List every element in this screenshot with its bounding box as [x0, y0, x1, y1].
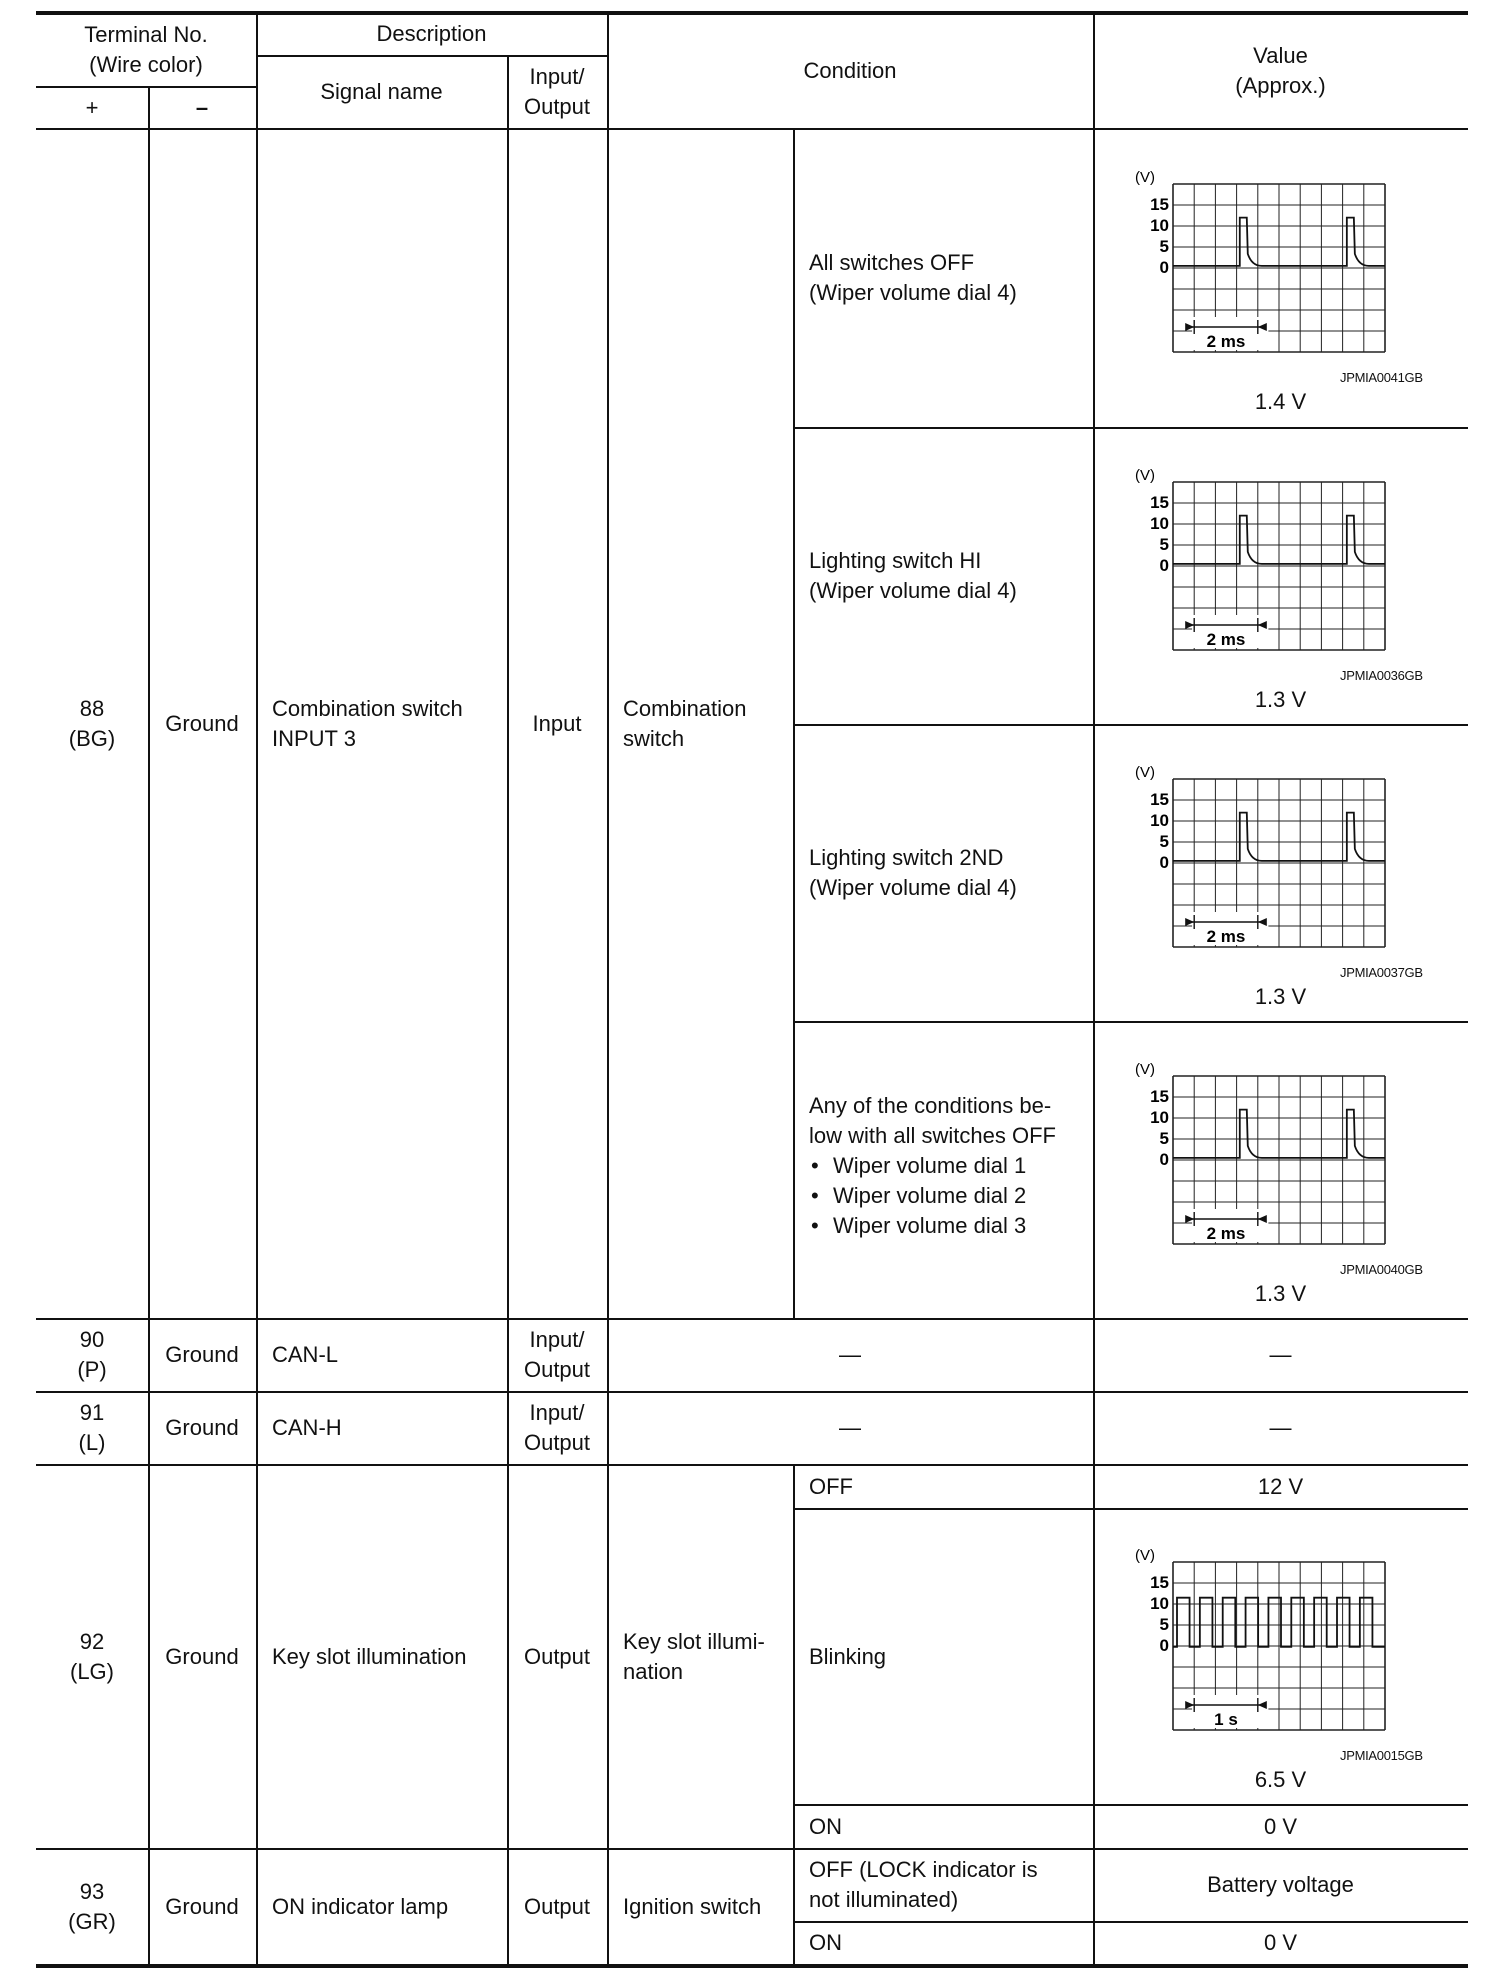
- y-tick-label: 0: [1159, 1636, 1169, 1655]
- terminal-92: 92 (LG): [70, 1628, 114, 1684]
- ground-92: Ground: [165, 1643, 239, 1669]
- oscilloscope-waveform: [1133, 765, 1393, 955]
- header-plus: +: [85, 95, 99, 120]
- io-93: Output: [523, 1893, 591, 1919]
- ground-88: Ground: [165, 710, 239, 736]
- condition-92-blinking: Blinking: [809, 1643, 887, 1669]
- y-tick-label: 0: [1159, 853, 1169, 872]
- y-tick-label: 0: [1159, 556, 1169, 575]
- figure-id: JPMIA0037GB: [1340, 965, 1423, 980]
- condition-90: —: [839, 1342, 861, 1367]
- condition-92-off: OFF: [809, 1473, 853, 1499]
- header-minus: –: [195, 95, 209, 120]
- header-terminal-no: Terminal No. (Wire color): [84, 21, 208, 77]
- header-value: Value (Approx.): [1235, 42, 1326, 98]
- y-tick-label: 0: [1159, 258, 1169, 277]
- axis-unit-label: (V): [1135, 1062, 1155, 1078]
- signal-93: ON indicator lamp: [272, 1893, 449, 1919]
- y-tick-label: 10: [1150, 811, 1169, 830]
- header-condition: Condition: [803, 57, 897, 83]
- io-88: Input: [532, 710, 582, 736]
- figure-id: JPMIA0040GB: [1340, 1262, 1423, 1277]
- figure-id: JPMIA0041GB: [1340, 370, 1423, 385]
- rule: [793, 1021, 1468, 1023]
- oscilloscope-waveform: [1133, 170, 1393, 360]
- time-scale-label: 2 ms: [1206, 630, 1246, 649]
- ground-91: Ground: [165, 1415, 239, 1440]
- time-scale-label: 2 ms: [1206, 927, 1246, 946]
- y-tick-label: 10: [1150, 514, 1169, 533]
- ground-90: Ground: [165, 1342, 239, 1367]
- condition-93-off: OFF (LOCK indicator is not illuminated): [809, 1857, 1038, 1912]
- terminal-88: 88 (BG): [68, 695, 116, 751]
- value-90: —: [1269, 1342, 1292, 1367]
- y-tick-label: 15: [1150, 790, 1169, 809]
- figure-id: JPMIA0015GB: [1340, 1748, 1423, 1763]
- signal-90: CAN-L: [272, 1342, 339, 1367]
- time-scale-label: 1 s: [1214, 1710, 1238, 1729]
- value-88-4: 1.3 V: [1254, 1281, 1307, 1306]
- axis-unit-label: (V): [1135, 170, 1155, 186]
- value-93-on: 0 V: [1263, 1930, 1298, 1955]
- header-signal-name: Signal name: [320, 79, 443, 104]
- condition-group-92: Key slot illumi- nation: [623, 1628, 765, 1684]
- y-tick-label: 10: [1150, 216, 1169, 235]
- io-91: Input/ Output: [523, 1400, 591, 1455]
- table-bottom-rule: [36, 1964, 1468, 1968]
- value-92-off: 12 V: [1257, 1473, 1304, 1499]
- io-90: Input/ Output: [523, 1327, 591, 1382]
- value-92-on: 0 V: [1263, 1813, 1298, 1839]
- value-91: —: [1269, 1415, 1292, 1440]
- condition-92-on: ON: [809, 1813, 842, 1839]
- terminal-90: 90 (P): [77, 1327, 107, 1382]
- y-tick-label: 5: [1159, 1129, 1169, 1148]
- y-tick-label: 5: [1159, 237, 1169, 256]
- y-tick-label: 10: [1150, 1594, 1169, 1613]
- condition-88-4-text: Any of the conditions be- low with all switches OFF: [809, 1093, 1056, 1148]
- condition-88-4-list: [809, 1151, 1093, 1241]
- signal-88: Combination switch INPUT 3: [272, 695, 463, 751]
- value-88-1: 1.4 V: [1254, 389, 1307, 414]
- condition-88-2: Lighting switch HI (Wiper volume dial 4): [809, 548, 1017, 603]
- oscilloscope-waveform: [1133, 468, 1393, 658]
- list-item: • Wiper volume dial 1: [809, 1151, 1093, 1181]
- condition-group-88: Combination switch: [623, 695, 747, 751]
- axis-unit-label: (V): [1135, 765, 1155, 781]
- y-tick-label: 0: [1159, 1150, 1169, 1169]
- oscilloscope-waveform: [1133, 1548, 1393, 1738]
- io-92: Output: [523, 1643, 591, 1669]
- y-tick-label: 5: [1159, 535, 1169, 554]
- oscilloscope-waveform: [1133, 1062, 1393, 1252]
- header-description: Description: [376, 21, 487, 46]
- signal-91: CAN-H: [272, 1415, 342, 1440]
- condition-group-93: Ignition switch: [623, 1893, 762, 1919]
- y-tick-label: 5: [1159, 832, 1169, 851]
- condition-91: —: [839, 1415, 861, 1440]
- figure-id: JPMIA0036GB: [1340, 668, 1423, 683]
- condition-93-on: ON: [809, 1930, 842, 1955]
- list-item: • Wiper volume dial 2: [809, 1181, 1093, 1211]
- terminal-91: 91 (L): [78, 1400, 106, 1455]
- y-tick-label: 15: [1150, 195, 1169, 214]
- value-93-off: Battery voltage: [1207, 1872, 1354, 1897]
- value-88-3: 1.3 V: [1254, 984, 1307, 1009]
- value-88-2: 1.3 V: [1254, 687, 1307, 712]
- condition-88-4: [809, 1091, 1093, 1241]
- y-tick-label: 5: [1159, 1615, 1169, 1634]
- value-92-blinking: 6.5 V: [1254, 1767, 1307, 1792]
- time-scale-label: 2 ms: [1206, 332, 1246, 351]
- axis-unit-label: (V): [1135, 468, 1155, 484]
- axis-unit-label: (V): [1135, 1548, 1155, 1564]
- y-tick-label: 15: [1150, 1573, 1169, 1592]
- y-tick-label: 15: [1150, 1087, 1169, 1106]
- signal-92: Key slot illumination: [272, 1643, 467, 1669]
- header-input-output: Input/ Output: [523, 64, 591, 119]
- list-item: • Wiper volume dial 3: [809, 1211, 1093, 1241]
- y-tick-label: 15: [1150, 493, 1169, 512]
- ground-93: Ground: [165, 1893, 239, 1919]
- condition-88-3: Lighting switch 2ND (Wiper volume dial 4): [809, 845, 1017, 900]
- terminal-93: 93 (GR): [68, 1878, 116, 1934]
- condition-88-1: All switches OFF (Wiper volume dial 4): [809, 250, 1017, 305]
- y-tick-label: 10: [1150, 1108, 1169, 1127]
- time-scale-label: 2 ms: [1206, 1224, 1246, 1243]
